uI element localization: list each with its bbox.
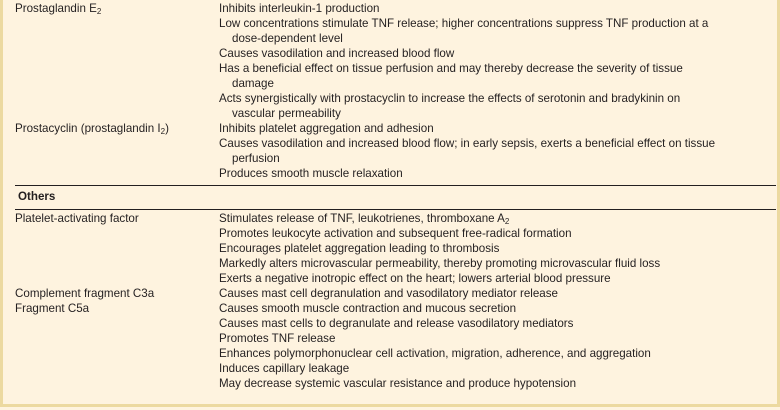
effect-continued: dose-dependent level [232, 32, 343, 45]
effect-continued: damage [232, 77, 274, 90]
divider [15, 185, 776, 186]
others-header: Others [18, 190, 56, 203]
mediator-name: Platelet-activating factor [15, 212, 139, 225]
mediator-name: Complement fragment C3a [15, 287, 155, 300]
effect: Inhibits interleukin-1 production [219, 2, 380, 15]
effect: Enhances polymorphonuclear cell activation, migration, adherence, and aggregation [219, 347, 651, 360]
effect: Markedly alters microvascular permeability, thereby promoting microvascular fluid loss [219, 257, 661, 270]
table-row [15, 121, 765, 181]
effect: Acts synergistically with prostacyclin to increase the effects of serotonin and bradykinin on [219, 92, 681, 105]
table-row [15, 1, 765, 121]
table-row [15, 286, 765, 301]
table-row [15, 211, 765, 286]
effect: Causes vasodilation and increased blood flow [219, 47, 455, 60]
divider [15, 209, 776, 210]
effect: Encourages platelet aggregation leading to thrombosis [219, 242, 500, 255]
effect: Low concentrations stimulate TNF release; higher concentrations suppress TNF production at a [219, 17, 709, 30]
others-section [15, 211, 765, 391]
mediator-name: Fragment C5a [15, 302, 90, 315]
effect: Promotes leukocyte activation and subsequent free-radical formation [219, 227, 572, 240]
effect: Causes smooth muscle contraction and mucous secretion [219, 302, 517, 315]
effect-continued: vascular permeability [232, 107, 341, 120]
prostaglandins-section [15, 1, 765, 181]
effect: Causes mast cell degranulation and vasodilatory mediator release [219, 287, 558, 300]
effect: Causes mast cells to degranulate and release vasodilatory mediators [219, 317, 574, 330]
effect: Inhibits platelet aggregation and adhesion [219, 122, 434, 135]
effect: Causes vasodilation and increased blood flow; in early sepsis, exerts a beneficial effect on tissue [219, 137, 716, 150]
effect: Stimulates release of TNF, leukotrienes, thromboxane $A_2$ [219, 212, 510, 226]
effect: Induces capillary leakage [219, 362, 350, 375]
effect: Has a beneficial effect on tissue perfusion and may thereby decrease the severity of tissue [219, 62, 683, 75]
effect: Produces smooth muscle relaxation [219, 167, 403, 180]
effect-continued: perfusion [232, 152, 280, 165]
effect: Promotes TNF release [219, 332, 336, 345]
mediator-name: Prostacyclin (prostaglandin $I_2$) [15, 122, 169, 136]
table-row [15, 301, 765, 391]
effect: Exerts a negative inotropic effect on the heart; lowers arterial blood pressure [219, 272, 611, 285]
mediator-name: Prostaglandin $E_2$ [15, 2, 102, 16]
effect: May decrease systemic vascular resistance and produce hypotension [219, 377, 577, 390]
